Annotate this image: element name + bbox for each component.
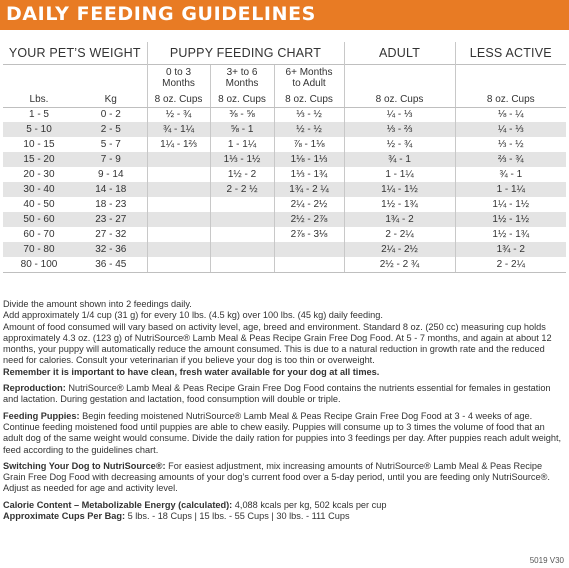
table-cell: 27 - 32 xyxy=(95,229,127,240)
table-cell: ⅔ - ¾ xyxy=(455,152,566,167)
table-cell: 2⅞ - 3⅛ xyxy=(274,227,344,242)
table-cell: 20 - 30 xyxy=(23,169,55,180)
table-cell xyxy=(147,212,210,227)
table-cell: ⅓ - ⅔ xyxy=(344,122,455,137)
reproduction-paragraph xyxy=(3,383,565,406)
table-cell: 2¼ - 2½ xyxy=(344,242,455,257)
table-cell: 1½ - 1½ xyxy=(455,212,566,227)
table-cell: 1¼ - 1⅔ xyxy=(147,137,210,152)
table-cell: ¼ - ⅓ xyxy=(344,107,455,122)
switching-label: Switching Your Dog to NutriSource®: xyxy=(3,460,166,471)
cups-per-bag-label: Approximate Cups Per Bag: xyxy=(3,511,126,522)
table-cell: 15 - 20 xyxy=(3,152,75,167)
less-active-header: LESS ACTIVE xyxy=(455,42,566,64)
product-code: 5019 V30 xyxy=(529,556,564,565)
unit-cups: 8 oz. Cups xyxy=(344,92,455,107)
table-cell: 14 - 18 xyxy=(75,182,147,197)
table-cell xyxy=(210,242,274,257)
unit-kg: Kg xyxy=(75,92,147,107)
unit-cups: 8 oz. Cups xyxy=(210,92,274,107)
table-cell xyxy=(274,242,344,257)
header-bar xyxy=(0,0,569,30)
table-row xyxy=(3,242,566,257)
reproduction-text: NutriSource® Lamb Meal & Peas Recipe Grain Free Dog Food contains the nutrients essential for females in gestation and lactation. During gestation and lactation, food consumption will double or triple. xyxy=(3,383,551,405)
table-row xyxy=(3,137,566,152)
table-cell: 1¾ - 2 xyxy=(344,212,455,227)
table-cell: 5 - 7 xyxy=(100,139,121,150)
table-cell xyxy=(210,212,274,227)
table-cell: ½ - ¾ xyxy=(344,137,455,152)
table-cell: 2 - 2¼ xyxy=(344,227,455,242)
table-cell: 1⅓ - 1½ xyxy=(210,152,274,167)
table-cell xyxy=(210,197,274,212)
table-row xyxy=(3,167,566,182)
table-cell xyxy=(210,257,274,272)
calorie-paragraph xyxy=(3,500,565,511)
table-cell: 1 - 1¼ xyxy=(455,182,566,197)
age-header-3-6: 3+ to 6 Months xyxy=(210,64,274,92)
table-cell: ⅛ - ¼ xyxy=(455,107,566,122)
table-cell xyxy=(147,197,210,212)
weight-header: YOUR PET’S WEIGHT xyxy=(8,45,141,60)
adult-header: ADULT xyxy=(344,42,455,64)
cups-per-bag-text: 5 lbs. - 18 Cups | 15 lbs. - 55 Cups | 30 lbs. - 111 Cups xyxy=(125,511,350,522)
table-cell: 1¾ - 2 xyxy=(455,242,566,257)
table-cell: 50 - 60 xyxy=(3,212,75,227)
section-header-row xyxy=(3,42,566,64)
table-cell: 36 - 45 xyxy=(75,257,147,272)
table-cell: 1⅓ - 1¾ xyxy=(274,167,344,182)
unit-cups: 8 oz. Cups xyxy=(147,92,210,107)
table-cell: 2 - 5 xyxy=(75,122,147,137)
table-cell: 80 - 100 xyxy=(3,257,75,272)
puppy-header: PUPPY FEEDING CHART xyxy=(147,42,344,64)
table-cell: 9 - 14 xyxy=(97,169,124,180)
table-cell: ½ - ½ xyxy=(274,122,344,137)
switching-paragraph xyxy=(3,461,565,495)
reproduction-label: Reproduction: xyxy=(3,383,66,394)
table-cell: 2½ - 2 ¾ xyxy=(344,257,455,272)
table-cell xyxy=(147,182,210,197)
calorie-text: 4,088 kcals per kg, 502 kcals per cup xyxy=(232,499,387,510)
table-row xyxy=(3,122,566,137)
switching-text: For easiest adjustment, mix increasing amounts of NutriSource® Lamb Meal & Peas Recipe Grain Free Dog Food with decreasing amounts of your dog’s current food over a 5-day period, until you are feeding only NutriSource®. Adjust as needed for age and activity level. xyxy=(3,460,550,494)
table-cell: 1½ - 1¾ xyxy=(455,227,566,242)
table-cell: 7 - 9 xyxy=(75,152,147,167)
table-cell: 30 - 40 xyxy=(3,182,75,197)
table-cell xyxy=(147,152,210,167)
table-cell: 32 - 36 xyxy=(75,242,147,257)
table-cell: 2 - 2 ½ xyxy=(210,182,274,197)
table-cell: 60 - 70 xyxy=(23,229,55,240)
unit-cups: 8 oz. Cups xyxy=(455,92,566,107)
consumption-note: Amount of food consumed will vary based on activity level, age, breed and environment. Standard 8 oz. (250 cc) measuring cup holds approximately 4.3 oz. (123 g) of NutriSource® Lamb Meal & Peas Recipe Grain Free Dog Food. At 5 - 7 months, and again at about 12 months, your puppy will automatically reduce the amount consumed. This is due to a natural reduction in growth rate and the reduced need for calories. Consult your veterinarian if you believe your dog is too thin or overweight. xyxy=(3,321,552,366)
table-cell: 70 - 80 xyxy=(3,242,75,257)
table-row xyxy=(3,227,566,242)
feeding-puppies-text: Begin feeding moistened NutriSource® Lamb Meal & Peas Recipe Grain Free Dog Food at 3 - 4 weeks of age. Continue feeding moistened food until puppies are able to chew easily. Puppies will consume up to 3 times the volume of food that an adult dog of the same weight would consume. Divide the daily ration for puppies into 3 feedings per day. After puppies reach adult weight, feed according to the guidelines chart. xyxy=(3,410,562,455)
feeding-division-note: Divide the amount shown into 2 feedings daily. xyxy=(3,299,192,309)
unit-row xyxy=(3,92,566,107)
table-row xyxy=(3,152,566,167)
table-cell: ⅓ - ½ xyxy=(455,137,566,152)
table-cell: 0 - 2 xyxy=(100,109,121,121)
table-cell: 1⅛ - 1⅓ xyxy=(274,152,344,167)
table-cell xyxy=(274,257,344,272)
table-cell: ⅞ - 1⅛ xyxy=(274,137,344,152)
table-row xyxy=(3,107,566,122)
table-cell: 1¾ - 2 ¼ xyxy=(274,182,344,197)
table-cell: 40 - 50 xyxy=(23,199,55,210)
table-cell: 2¼ - 2½ xyxy=(274,197,344,212)
table-cell: 1½ - 2 xyxy=(210,167,274,182)
age-header-6-adult: 6+ Months to Adult xyxy=(274,64,344,92)
water-reminder: Remember it is important to have clean, fresh water available for your dog at all times. xyxy=(3,366,380,377)
table-cell xyxy=(147,257,210,272)
guidelines-text xyxy=(3,299,565,522)
table-cell: ¾ - 1 xyxy=(455,167,566,182)
table-cell: 5 - 10 xyxy=(3,122,75,137)
table-cell: ⅜ - ⅝ xyxy=(210,107,274,122)
table-cell: ½ - ¾ xyxy=(147,107,210,122)
age-header-row xyxy=(3,64,566,92)
calorie-label: Calorie Content – Metabolizable Energy (calculated): xyxy=(3,499,233,510)
table-cell: ⅓ - ½ xyxy=(274,107,344,122)
feeding-chart-table xyxy=(3,42,566,273)
table-cell: 10 - 15 xyxy=(23,139,55,150)
table-cell: 1 - 1¼ xyxy=(210,137,274,152)
table-cell: ⅝ - 1 xyxy=(210,122,274,137)
table-row xyxy=(3,182,566,197)
table-cell: 1 - 1¼ xyxy=(344,167,455,182)
page-title: DAILY FEEDING GUIDELINES xyxy=(6,3,316,25)
table-row xyxy=(3,197,566,212)
table-cell: 23 - 27 xyxy=(75,212,147,227)
table-cell: 1 - 5 xyxy=(28,109,49,121)
table-cell xyxy=(147,227,210,242)
table-cell: 1¼ - 1½ xyxy=(344,182,455,197)
table-cell: ¼ - ⅓ xyxy=(455,122,566,137)
table-cell: 18 - 23 xyxy=(95,199,127,210)
table-cell: 2 - 2¼ xyxy=(455,257,566,272)
unit-lbs: Lbs. xyxy=(3,92,75,107)
table-cell: ¾ - 1¼ xyxy=(147,122,210,137)
table-cell xyxy=(210,227,274,242)
table-cell xyxy=(147,242,210,257)
table-row xyxy=(3,257,566,272)
feeding-puppies-paragraph xyxy=(3,411,565,456)
table-row xyxy=(3,212,566,227)
over-100-note: Add approximately 1/4 cup (31 g) for every 10 lbs. (4.5 kg) over 100 lbs. (45 kg) daily feeding. xyxy=(3,310,383,321)
unit-cups: 8 oz. Cups xyxy=(274,92,344,107)
feeding-puppies-label: Feeding Puppies: xyxy=(3,410,80,421)
cups-per-bag-paragraph xyxy=(3,511,565,522)
table-cell: 1½ - 1¾ xyxy=(344,197,455,212)
age-header-0-3: 0 to 3 Months xyxy=(147,64,210,92)
table-cell xyxy=(147,167,210,182)
table-cell: 2½ - 2⅞ xyxy=(274,212,344,227)
table-cell: ¾ - 1 xyxy=(344,152,455,167)
table-cell: 1¼ - 1½ xyxy=(455,197,566,212)
